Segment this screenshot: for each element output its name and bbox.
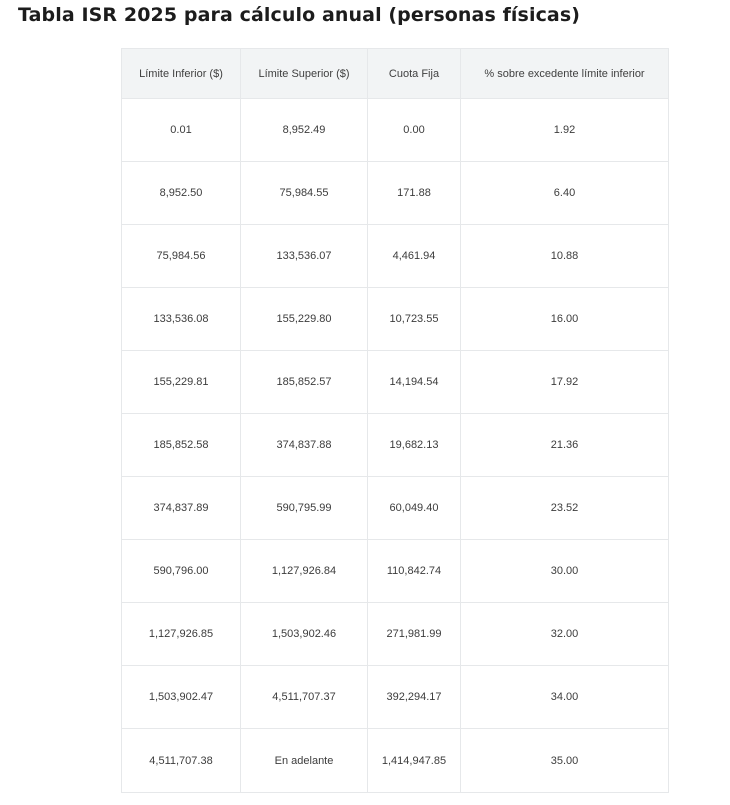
table-row xyxy=(122,603,669,666)
cell-cuota-fija: 14,194.54 xyxy=(368,351,461,414)
cell-porcentaje: 35.00 xyxy=(461,729,669,793)
table-row xyxy=(122,288,669,351)
isr-table-container xyxy=(121,48,668,793)
cell-limite-superior: 1,503,902.46 xyxy=(241,603,368,666)
header-row xyxy=(122,49,669,99)
cell-porcentaje: 34.00 xyxy=(461,666,669,729)
cell-limite-inferior: 590,796.00 xyxy=(122,540,241,603)
cell-limite-superior: 1,127,926.84 xyxy=(241,540,368,603)
cell-cuota-fija: 60,049.40 xyxy=(368,477,461,540)
cell-porcentaje: 21.36 xyxy=(461,414,669,477)
cell-porcentaje: 17.92 xyxy=(461,351,669,414)
cell-limite-inferior: 0.01 xyxy=(122,99,241,162)
cell-cuota-fija: 171.88 xyxy=(368,162,461,225)
table-row xyxy=(122,99,669,162)
table-row xyxy=(122,540,669,603)
isr-rates-table xyxy=(121,48,669,793)
table-row xyxy=(122,414,669,477)
header-cuota-fija: Cuota Fija xyxy=(368,49,461,99)
table-row xyxy=(122,225,669,288)
cell-limite-inferior: 133,536.08 xyxy=(122,288,241,351)
cell-limite-inferior: 8,952.50 xyxy=(122,162,241,225)
cell-cuota-fija: 0.00 xyxy=(368,99,461,162)
cell-limite-superior: 4,511,707.37 xyxy=(241,666,368,729)
cell-porcentaje: 6.40 xyxy=(461,162,669,225)
cell-cuota-fija: 271,981.99 xyxy=(368,603,461,666)
cell-limite-inferior: 4,511,707.38 xyxy=(122,729,241,793)
header-limite-inferior: Límite Inferior ($) xyxy=(122,49,241,99)
cell-limite-inferior: 155,229.81 xyxy=(122,351,241,414)
cell-limite-inferior: 374,837.89 xyxy=(122,477,241,540)
cell-porcentaje: 16.00 xyxy=(461,288,669,351)
cell-limite-superior: 185,852.57 xyxy=(241,351,368,414)
cell-limite-superior: 155,229.80 xyxy=(241,288,368,351)
cell-limite-inferior: 1,503,902.47 xyxy=(122,666,241,729)
table-row xyxy=(122,729,669,793)
cell-limite-superior: 75,984.55 xyxy=(241,162,368,225)
table-header xyxy=(122,49,669,99)
cell-limite-inferior: 75,984.56 xyxy=(122,225,241,288)
cell-porcentaje: 1.92 xyxy=(461,99,669,162)
header-limite-superior: Límite Superior ($) xyxy=(241,49,368,99)
cell-cuota-fija: 19,682.13 xyxy=(368,414,461,477)
table-row xyxy=(122,477,669,540)
cell-cuota-fija: 110,842.74 xyxy=(368,540,461,603)
cell-cuota-fija: 10,723.55 xyxy=(368,288,461,351)
cell-limite-inferior: 185,852.58 xyxy=(122,414,241,477)
table-row xyxy=(122,666,669,729)
page-title: Tabla ISR 2025 para cálculo anual (personas físicas) xyxy=(18,4,581,26)
table-row xyxy=(122,351,669,414)
table-body xyxy=(122,99,669,793)
cell-limite-inferior: 1,127,926.85 xyxy=(122,603,241,666)
table-row xyxy=(122,162,669,225)
cell-limite-superior: 590,795.99 xyxy=(241,477,368,540)
cell-porcentaje: 30.00 xyxy=(461,540,669,603)
cell-limite-superior: 8,952.49 xyxy=(241,99,368,162)
cell-porcentaje: 10.88 xyxy=(461,225,669,288)
cell-limite-superior: 374,837.88 xyxy=(241,414,368,477)
cell-limite-superior: En adelante xyxy=(241,729,368,793)
header-porcentaje-excedente: % sobre excedente límite inferior xyxy=(461,49,669,99)
cell-porcentaje: 32.00 xyxy=(461,603,669,666)
cell-porcentaje: 23.52 xyxy=(461,477,669,540)
cell-cuota-fija: 1,414,947.85 xyxy=(368,729,461,793)
cell-cuota-fija: 4,461.94 xyxy=(368,225,461,288)
cell-limite-superior: 133,536.07 xyxy=(241,225,368,288)
cell-cuota-fija: 392,294.17 xyxy=(368,666,461,729)
